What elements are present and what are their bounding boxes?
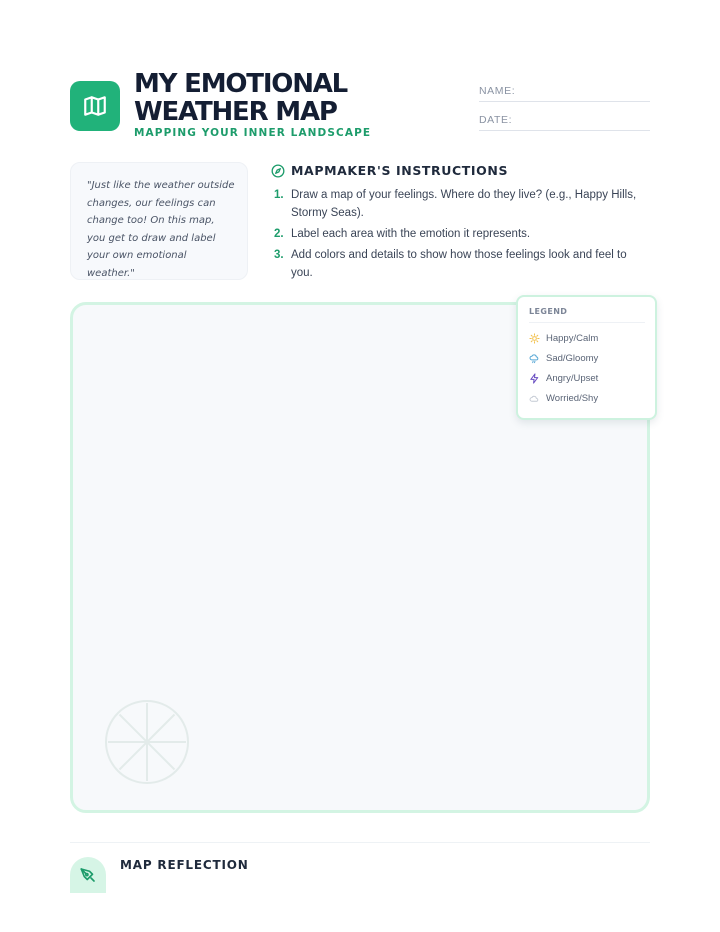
instruction-item <box>274 186 644 222</box>
instruction-number: 1. <box>274 189 284 201</box>
legend-label: Sad/Gloomy <box>546 352 599 364</box>
cloud-icon <box>529 393 540 404</box>
date-label: DATE: <box>479 114 513 126</box>
map-icon <box>82 93 108 119</box>
legend-title: LEGEND <box>529 307 645 323</box>
map-logo <box>70 81 120 131</box>
page-title <box>134 70 394 126</box>
legend-item-angry <box>529 368 645 388</box>
instruction-text: Label each area with the emotion it represents. <box>291 228 531 240</box>
name-field[interactable] <box>479 85 650 102</box>
legend-item-sad <box>529 348 645 368</box>
legend-panel <box>516 295 657 420</box>
quote-card <box>70 162 248 280</box>
reflection-icon-badge <box>70 857 106 893</box>
legend-label: Worried/Shy <box>546 392 599 404</box>
section-divider <box>70 842 650 843</box>
date-field[interactable] <box>479 114 650 131</box>
sun-icon <box>529 333 540 344</box>
compass-rose-icon <box>104 699 190 785</box>
title-line-1: MY EMOTIONAL <box>134 69 348 99</box>
rain-cloud-icon <box>529 353 540 364</box>
legend-item-worried <box>529 388 645 408</box>
compass-icon <box>271 164 285 178</box>
instructions-header <box>271 163 508 178</box>
instruction-text: Draw a map of your feelings. Where do they live? (e.g., Happy Hills, Stormy Seas). <box>291 189 637 219</box>
lightning-icon <box>529 373 540 384</box>
legend-label: Happy/Calm <box>546 332 599 344</box>
legend-item-happy <box>529 328 645 348</box>
instruction-number: 3. <box>274 249 284 261</box>
instructions-list <box>274 186 644 285</box>
pen-icon <box>79 866 97 884</box>
name-label: NAME: <box>479 85 516 97</box>
title-line-2: WEATHER MAP <box>134 97 337 127</box>
instruction-item <box>274 225 644 243</box>
legend-label: Angry/Upset <box>546 372 599 384</box>
instruction-number: 2. <box>274 228 284 240</box>
instruction-text: Add colors and details to show how those feelings look and feel to you. <box>291 249 627 279</box>
page-subtitle: MAPPING YOUR INNER LANDSCAPE <box>134 127 372 139</box>
reflection-title: MAP REFLECTION <box>120 858 249 872</box>
instruction-item <box>274 246 644 282</box>
quote-text: "Just like the weather outside changes, our feelings can change too! On this map, you get to draw and label your own emotional weather." <box>87 180 235 279</box>
instructions-title: MAPMAKER'S INSTRUCTIONS <box>291 163 509 178</box>
